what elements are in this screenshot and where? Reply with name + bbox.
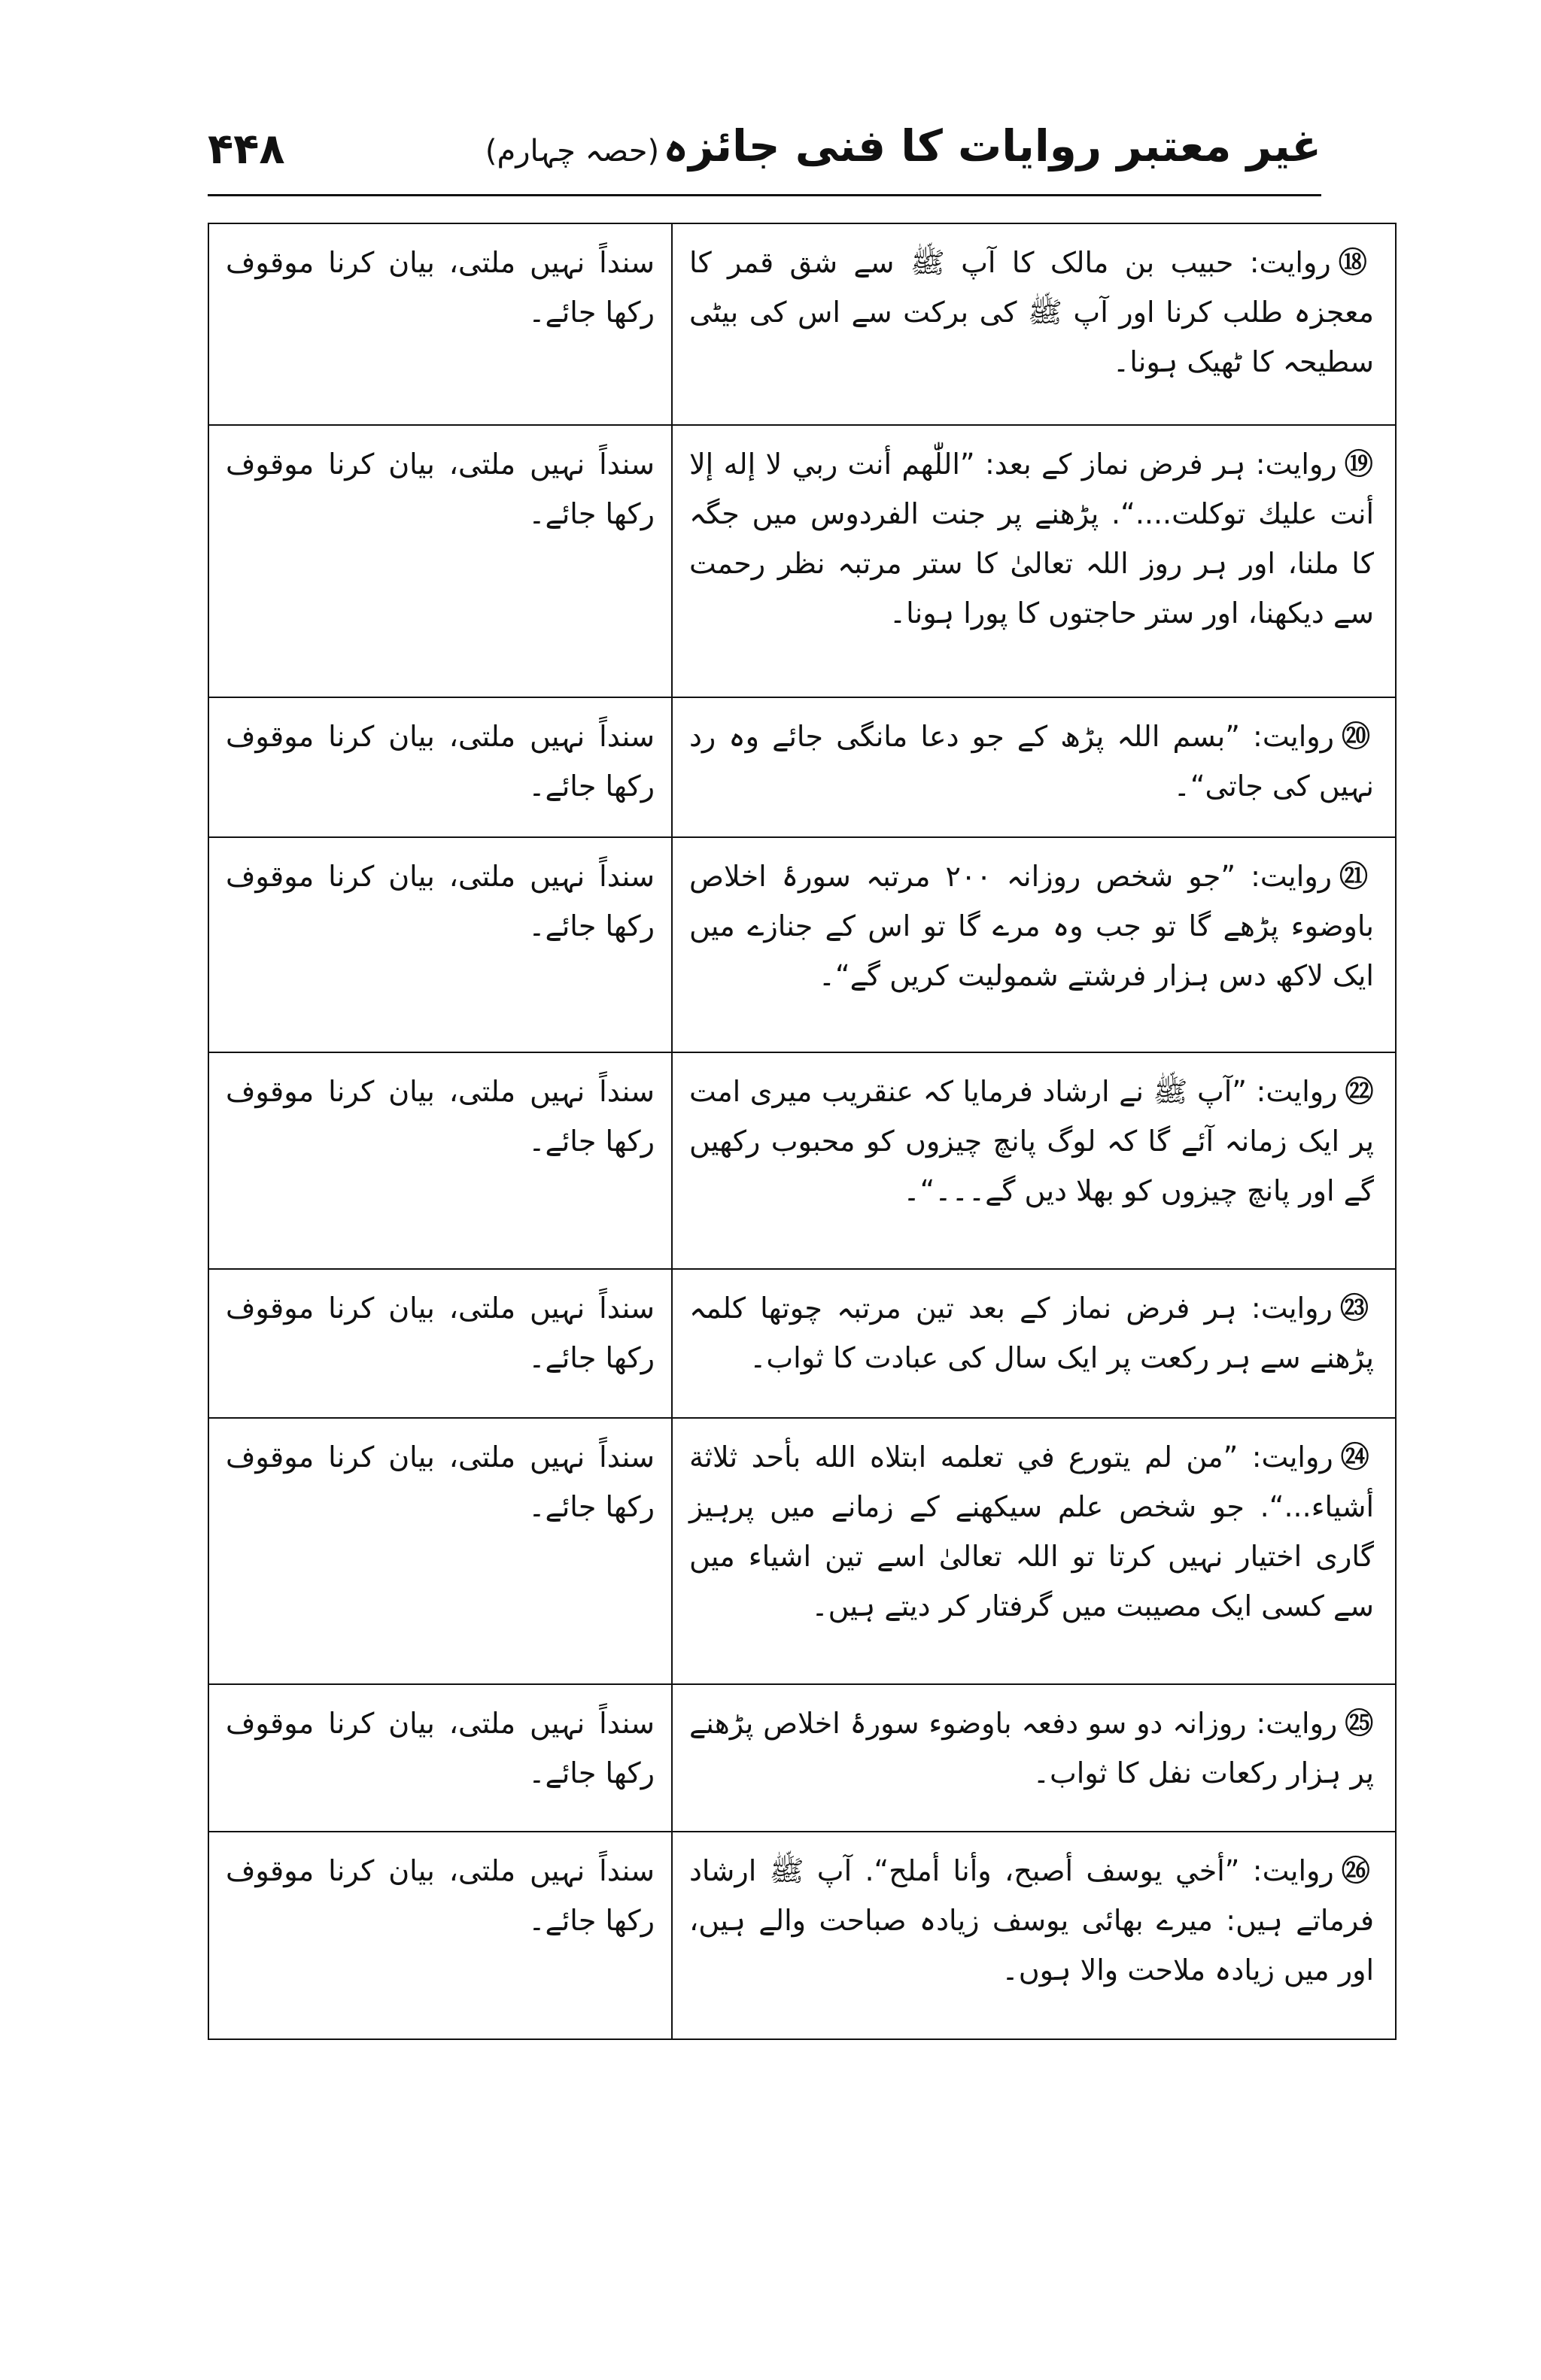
page-number: ۴۴۸ — [208, 125, 285, 174]
ruling-cell: سنداً نہیں ملتی، بیان کرنا موقوف رکھا جائے۔ — [208, 223, 672, 425]
narration-text: روایت: روزانہ دو سو دفعہ باوضوء سورۂ اخلاص پڑھنے پر ہزار رکعات نفل کا ثواب۔ — [689, 1707, 1374, 1790]
narration-cell — [672, 837, 1396, 1052]
narration-text: روایت: ”بسم اللہ پڑھ کے جو دعا مانگی جائے وہ رد نہیں کی جاتی“۔ — [689, 720, 1374, 803]
narration-text: روایت: ”أخي يوسف أصبح، وأنا أملح“. آپ ﷺ ارشاد فرماتے ہیں: میرے بھائی یوسف زیادہ صباحت والے ہیں، اور میں زیادہ ملاحت والا ہوں۔ — [689, 1854, 1374, 1987]
table-row — [208, 1832, 1396, 2039]
ruling-cell: سنداً نہیں ملتی، بیان کرنا موقوف رکھا جائے۔ — [208, 1684, 672, 1832]
narration-number: ⑳ — [1341, 720, 1374, 753]
ruling-cell: سنداً نہیں ملتی، بیان کرنا موقوف رکھا جائے۔ — [208, 1269, 672, 1418]
narration-cell — [672, 1269, 1396, 1418]
narration-number: ⑲ — [1344, 448, 1374, 481]
narration-cell — [672, 1684, 1396, 1832]
narration-number: ⑱ — [1338, 246, 1374, 279]
table-row — [208, 425, 1396, 697]
ruling-cell: سنداً نہیں ملتی، بیان کرنا موقوف رکھا جائے۔ — [208, 697, 672, 837]
narration-cell — [672, 697, 1396, 837]
ruling-cell: سنداً نہیں ملتی، بیان کرنا موقوف رکھا جائے۔ — [208, 425, 672, 697]
table-row — [208, 837, 1396, 1052]
narration-text: روایت: ”جو شخص روزانہ ۲۰۰ مرتبہ سورۂ اخلاص باوضوء پڑھے گا تو جب وہ مرے گا تو اس کے جنازے میں ایک لاکھ دس ہزار فرشتے شمولیت کریں گے“۔ — [689, 860, 1374, 992]
narrations-table — [208, 223, 1397, 2040]
narration-number: ㉒ — [1345, 1075, 1374, 1108]
narration-cell — [672, 1418, 1396, 1684]
narration-cell — [672, 1832, 1396, 2039]
narration-text: روایت: ہر فرض نماز کے بعد تین مرتبہ چوتھا کلمہ پڑھنے سے ہر رکعت پر ایک سال کی عبادت کا ثواب۔ — [689, 1292, 1374, 1374]
narration-cell — [672, 1052, 1396, 1269]
running-title — [464, 120, 1321, 172]
header-rule — [208, 194, 1321, 196]
narration-cell — [672, 425, 1396, 697]
narration-number: ㉑ — [1339, 860, 1374, 893]
table-row — [208, 1418, 1396, 1684]
page-header — [208, 120, 1321, 188]
narration-text: روایت: ہر فرض نماز کے بعد: ”اللّٰھم أنت ربي لا إله إلا أنت عليك توكلت....“. پڑھنے پر جنت الفردوس میں جگہ کا ملنا، اور ہر روز اللہ تعالیٰ کا ستر مرتبہ نظر رحمت سے دیکھنا، اور ستر حاجتوں کا پورا ہونا۔ — [689, 448, 1374, 630]
ruling-cell: سنداً نہیں ملتی، بیان کرنا موقوف رکھا جائے۔ — [208, 1832, 672, 2039]
narration-number: ㉖ — [1341, 1854, 1374, 1887]
table-row — [208, 697, 1396, 837]
table-row — [208, 1269, 1396, 1418]
book-title: غیر معتبر روایات کا فنی جائزہ — [663, 120, 1321, 172]
table-row — [208, 1052, 1396, 1269]
ruling-cell: سنداً نہیں ملتی، بیان کرنا موقوف رکھا جائے۔ — [208, 1052, 672, 1269]
narration-text: روایت: حبیب بن مالک کا آپ ﷺ سے شق قمر کا معجزہ طلب کرنا اور آپ ﷺ کی برکت سے اس کی بیٹی سطیحہ کا ٹھیک ہونا۔ — [689, 246, 1374, 378]
ruling-cell: سنداً نہیں ملتی، بیان کرنا موقوف رکھا جائے۔ — [208, 837, 672, 1052]
narration-number: ㉓ — [1339, 1292, 1374, 1325]
narration-cell — [672, 223, 1396, 425]
ruling-cell: سنداً نہیں ملتی، بیان کرنا موقوف رکھا جائے۔ — [208, 1418, 672, 1684]
narration-number: ㉔ — [1340, 1440, 1374, 1474]
narration-text: روایت: ”آپ ﷺ نے ارشاد فرمایا کہ عنقریب میری امت پر ایک زمانہ آئے گا کہ لوگ پانچ چیزوں کو محبوب رکھیں گے اور پانچ چیزوں کو بھلا دیں گے۔۔۔“۔ — [689, 1075, 1374, 1207]
table-row — [208, 223, 1396, 425]
narration-number: ㉕ — [1345, 1707, 1374, 1740]
narration-text: روایت: ”من لم يتورع في تعلمه ابتلاه الله بأحد ثلاثة أشياء...“. جو شخص علم سیکھنے کے زمانے میں پرہیز گاری اختیار نہیں کرتا تو اللہ تعالیٰ اسے تین اشیاء میں سے کسی ایک مصیبت میں گرفتار کر دیتے ہیں۔ — [689, 1440, 1374, 1623]
book-part: (حصہ چہارم) — [485, 134, 660, 168]
table-row — [208, 1684, 1396, 1832]
